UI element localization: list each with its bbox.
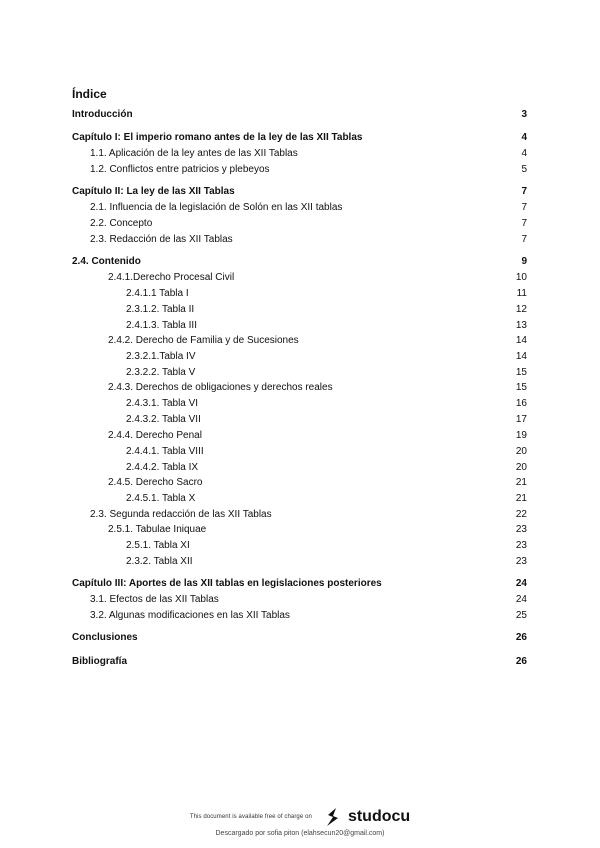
toc-row-label: 2.1. Influencia de la legislación de Solón en las XII tablas xyxy=(90,202,343,213)
toc-row[interactable] xyxy=(72,148,527,160)
toc-row-label: 2.4.4.1. Tabla VIII xyxy=(126,446,204,457)
toc-row-label: 2.4.5. Derecho Sacro xyxy=(108,477,203,488)
toc-row[interactable] xyxy=(72,351,527,363)
toc-row[interactable] xyxy=(72,382,527,394)
toc-row[interactable] xyxy=(72,109,527,121)
toc-row-page: 26 xyxy=(515,656,527,667)
toc-row-page: 24 xyxy=(515,578,527,589)
toc-row[interactable] xyxy=(72,556,527,568)
toc-row-label: 2.4.3. Derechos de obligaciones y derechos reales xyxy=(108,382,333,393)
toc-row[interactable] xyxy=(72,540,527,552)
toc-row-page: 17 xyxy=(515,414,527,425)
toc-row-label: 1.2. Conflictos entre patricios y plebeyos xyxy=(90,164,270,175)
toc-row-page: 20 xyxy=(515,462,527,473)
page-title: Índice xyxy=(72,87,107,101)
toc-row[interactable] xyxy=(72,446,527,458)
toc-row-label: Conclusiones xyxy=(72,632,138,643)
toc-row-page: 10 xyxy=(515,272,527,283)
toc-row-page: 15 xyxy=(515,367,527,378)
toc-row-page: 3 xyxy=(521,109,527,120)
toc-row-label: Introducción xyxy=(72,109,133,120)
footer-studocu-banner xyxy=(0,806,600,828)
toc-row-label: 2.3.2. Tabla XII xyxy=(126,556,193,567)
toc-row-page: 26 xyxy=(515,632,527,643)
toc-row[interactable] xyxy=(72,656,527,668)
toc-row-page: 23 xyxy=(515,556,527,567)
toc-row-label: 2.5.1. Tabla XI xyxy=(126,540,190,551)
toc-row-page: 21 xyxy=(515,493,527,504)
toc-row-label: 2.4.2. Derecho de Familia y de Sucesiones xyxy=(108,335,299,346)
toc-row-label: 2.4.1.Derecho Procesal Civil xyxy=(108,272,235,283)
toc-row-label: 1.1. Aplicación de la ley antes de las XII Tablas xyxy=(90,148,298,159)
toc-row[interactable] xyxy=(72,367,527,379)
toc-row-page: 9 xyxy=(521,256,527,267)
toc-row[interactable] xyxy=(72,594,527,606)
toc-row[interactable] xyxy=(72,164,527,176)
toc-row-label: 2.4.1.3. Tabla III xyxy=(126,320,197,331)
toc-row-page: 24 xyxy=(515,594,527,605)
toc-row[interactable] xyxy=(72,524,527,536)
toc-row[interactable] xyxy=(72,202,527,214)
toc-row[interactable] xyxy=(72,272,527,284)
toc-row-label: Capítulo II: La ley de las XII Tablas xyxy=(72,186,235,197)
toc-row-page: 20 xyxy=(515,446,527,457)
toc-row-label: 2.4. Contenido xyxy=(72,256,141,267)
toc-row-page: 21 xyxy=(515,477,527,488)
toc-row[interactable] xyxy=(72,132,527,144)
studocu-logo[interactable] xyxy=(322,806,410,828)
toc-row-page: 5 xyxy=(521,164,527,175)
toc-row-label: 2.4.3.2. Tabla VII xyxy=(126,414,201,425)
toc-row[interactable] xyxy=(72,288,527,300)
toc-row[interactable] xyxy=(72,304,527,316)
toc-row-page: 16 xyxy=(515,398,527,409)
toc-row-label: 2.4.4. Derecho Penal xyxy=(108,430,202,441)
toc-row[interactable] xyxy=(72,509,527,521)
toc-row-label: 2.3.2.2. Tabla V xyxy=(126,367,196,378)
toc-row-page: 4 xyxy=(521,132,527,143)
toc-row[interactable] xyxy=(72,430,527,442)
toc-row-page: 14 xyxy=(515,351,527,362)
toc-row[interactable] xyxy=(72,256,527,268)
toc-row-label: Bibliografía xyxy=(72,656,128,667)
toc-row-label: Capítulo III: Aportes de las XII tablas en legislaciones posteriores xyxy=(72,578,382,589)
toc-row-label: 2.3.2.1.Tabla IV xyxy=(126,351,196,362)
toc-row-page: 12 xyxy=(515,304,527,315)
toc-row-page: 11 xyxy=(516,288,527,299)
toc-row[interactable] xyxy=(72,186,527,198)
toc-row-label: 3.2. Algunas modificaciones en las XII Tablas xyxy=(90,610,290,621)
toc-row-page: 15 xyxy=(515,382,527,393)
toc-row[interactable] xyxy=(72,462,527,474)
studocu-logo-text: studocu xyxy=(347,808,411,825)
toc-row-page: 22 xyxy=(515,509,527,520)
toc-row-page: 23 xyxy=(515,524,527,535)
toc-row-label: Capítulo I: El imperio romano antes de la ley de las XII Tablas xyxy=(72,132,363,143)
toc-row-page: 7 xyxy=(521,202,527,213)
toc-row-label: 2.3. Redacción de las XII Tablas xyxy=(90,234,233,245)
toc-row-label: 2.4.5.1. Tabla X xyxy=(126,493,196,504)
toc-row-label: 2.3.1.2. Tabla II xyxy=(126,304,195,315)
footer-download-info: Descargado por sofia piton (elahsecun20@gmail.com) xyxy=(215,830,385,837)
toc-row[interactable] xyxy=(72,578,527,590)
toc-row[interactable] xyxy=(72,493,527,505)
toc-row[interactable] xyxy=(72,234,527,246)
footer-available-text: This document is available free of charge on xyxy=(189,814,312,820)
toc-row[interactable] xyxy=(72,610,527,622)
toc-row[interactable] xyxy=(72,414,527,426)
toc-row-label: 2.2. Concepto xyxy=(90,218,153,229)
toc-row[interactable] xyxy=(72,320,527,332)
toc-row[interactable] xyxy=(72,398,527,410)
toc-row-page: 25 xyxy=(515,610,527,621)
toc-row[interactable] xyxy=(72,218,527,230)
toc-row[interactable] xyxy=(72,335,527,347)
toc-row[interactable] xyxy=(72,632,527,644)
toc-row-page: 19 xyxy=(515,430,527,441)
toc-row-label: 2.5.1. Tabulae Iniquae xyxy=(108,524,207,535)
toc-row-page: 23 xyxy=(515,540,527,551)
toc-row-label: 2.3. Segunda redacción de las XII Tablas xyxy=(90,509,272,520)
toc-row-page: 13 xyxy=(515,320,527,331)
toc-row-label: 3.1. Efectos de las XII Tablas xyxy=(90,594,219,605)
studocu-logo-icon xyxy=(322,806,344,828)
toc-row-label: 2.4.1.1 Tabla I xyxy=(126,288,189,299)
toc-row-page: 7 xyxy=(521,186,527,197)
toc-row-page: 4 xyxy=(521,148,527,159)
toc-row-page: 7 xyxy=(521,234,527,245)
toc-row-page: 7 xyxy=(521,218,527,229)
toc-row[interactable] xyxy=(72,477,527,489)
toc-row-label: 2.4.4.2. Tabla IX xyxy=(126,462,199,473)
toc-row-page: 14 xyxy=(515,335,527,346)
toc-row-label: 2.4.3.1. Tabla VI xyxy=(126,398,199,409)
